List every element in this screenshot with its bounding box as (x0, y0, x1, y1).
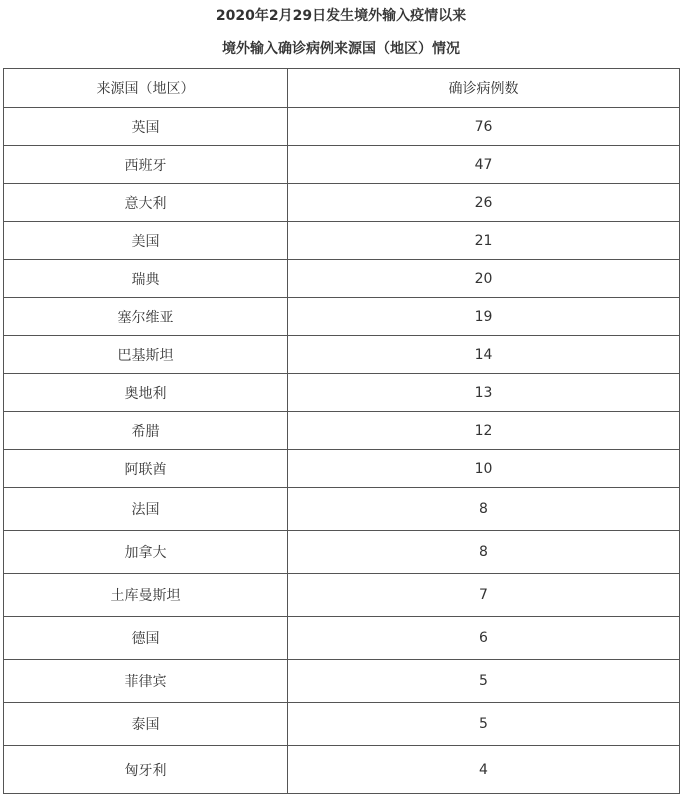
country-cell: 巴基斯坦 (4, 336, 288, 374)
table-header-row (4, 69, 680, 108)
count-cell: 12 (288, 412, 680, 450)
count-cell: 5 (288, 660, 680, 703)
table-row (4, 660, 680, 703)
country-cell: 奥地利 (4, 374, 288, 412)
country-cell: 瑞典 (4, 260, 288, 298)
count-cell: 47 (288, 146, 680, 184)
title-line-1: 2020年2月29日发生境外输入疫情以来 (215, 8, 467, 24)
country-cell: 法国 (4, 488, 288, 531)
country-cell: 英国 (4, 108, 288, 146)
country-cell: 塞尔维亚 (4, 298, 288, 336)
table-row (4, 617, 680, 660)
count-cell: 7 (288, 574, 680, 617)
country-cell: 德国 (4, 617, 288, 660)
table-row (4, 260, 680, 298)
count-cell: 8 (288, 488, 680, 531)
table-row (4, 184, 680, 222)
count-cell: 76 (288, 108, 680, 146)
country-cell: 希腊 (4, 412, 288, 450)
table-row (4, 108, 680, 146)
table-row (4, 412, 680, 450)
table-row (4, 531, 680, 574)
count-cell: 20 (288, 260, 680, 298)
title-line-2: 境外输入确诊病例来源国（地区）情况 (222, 41, 460, 57)
country-cell: 西班牙 (4, 146, 288, 184)
country-cell: 菲律宾 (4, 660, 288, 703)
count-cell: 13 (288, 374, 680, 412)
table-row (4, 298, 680, 336)
country-cell: 加拿大 (4, 531, 288, 574)
count-cell: 19 (288, 298, 680, 336)
header-source-country: 来源国（地区） (4, 69, 288, 108)
cases-table (3, 68, 680, 794)
table-row (4, 146, 680, 184)
country-cell: 泰国 (4, 703, 288, 746)
table-row (4, 336, 680, 374)
country-cell: 美国 (4, 222, 288, 260)
count-cell: 4 (288, 746, 680, 794)
table-row (4, 488, 680, 531)
table-row (4, 703, 680, 746)
country-cell: 意大利 (4, 184, 288, 222)
count-cell: 10 (288, 450, 680, 488)
table-row (4, 222, 680, 260)
country-cell: 匈牙利 (4, 746, 288, 794)
count-cell: 21 (288, 222, 680, 260)
header-case-count: 确诊病例数 (288, 69, 680, 108)
country-cell: 土库曼斯坦 (4, 574, 288, 617)
count-cell: 8 (288, 531, 680, 574)
count-cell: 5 (288, 703, 680, 746)
count-cell: 26 (288, 184, 680, 222)
table-row (4, 746, 680, 794)
count-cell: 14 (288, 336, 680, 374)
count-cell: 6 (288, 617, 680, 660)
country-cell: 阿联酋 (4, 450, 288, 488)
table-row (4, 574, 680, 617)
table-row (4, 374, 680, 412)
table-row (4, 450, 680, 488)
